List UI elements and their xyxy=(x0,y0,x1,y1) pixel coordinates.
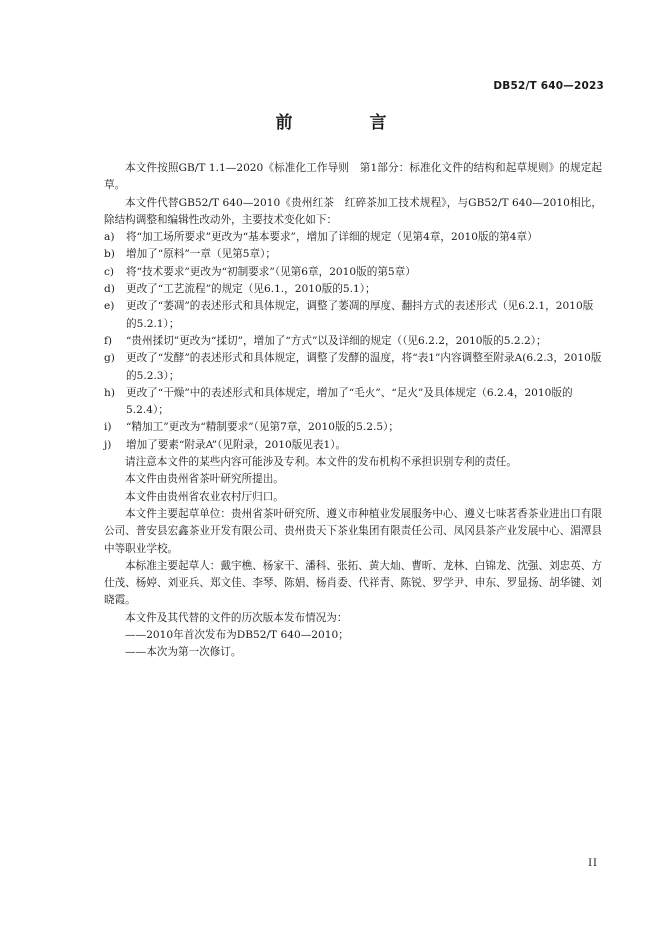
paragraph-history-intro: 本文件及其代替的文件的历次版本发布情况为： xyxy=(125,611,348,624)
list-item-label: e) xyxy=(104,300,115,313)
list-item xyxy=(104,298,602,333)
list-item xyxy=(104,437,602,454)
list-item-text: 更改了“工艺流程”的规定（见6.1.，2010版的5.1）； xyxy=(126,283,376,296)
list-item-label: i) xyxy=(104,421,112,434)
list-item xyxy=(104,333,602,350)
list-item-label: g) xyxy=(104,352,115,365)
list-item-label: a) xyxy=(104,231,115,244)
list-item-label: d) xyxy=(104,283,115,296)
list-item-text: 更改了“干燥”中的表述形式和具体规定，增加了“毛火”、“足火”及具体规定（6.2.4，2010版的5.2.4）； xyxy=(126,386,573,417)
paragraph-drafting-units: 本文件主要起草单位：贵州省茶叶研究所、遵义市种植业发展服务中心、遵义七味茗香茶业进出口有限公司、普安县宏鑫茶业开发有限公司、贵州贵天下茶业集团有限责任公司、凤冈县茶产业发展中心、湄潭县中等职业学校。 xyxy=(104,507,602,555)
page-title: 前 言 xyxy=(275,113,417,133)
paragraph-drafting-rules: 本文件按照GB/T 1.1—2020《标准化工作导则 第1部分：标准化文件的结构和起草规则》的规定起草。 xyxy=(104,162,602,192)
list-item xyxy=(104,246,602,263)
list-item-label: f) xyxy=(104,334,113,347)
standard-code: DB52/T 640—2023 xyxy=(493,80,604,92)
list-item-text: “精加工”更改为“精制要求”（见第7章，2010版的5.2.5）； xyxy=(126,421,399,434)
paragraph-administrator: 本文件由贵州省农业农村厅归口。 xyxy=(125,490,284,503)
list-item-label: b) xyxy=(104,248,115,261)
document-body xyxy=(104,160,602,662)
history-item: ——2010年首次发布为DB52/T 640—2010； xyxy=(125,629,349,642)
paragraph-patent-notice: 请注意本文件的某些内容可能涉及专利。本文件的发布机构不承担识别专利的责任。 xyxy=(125,456,517,469)
list-item-text: “贵州揉切”更改为“揉切”，增加了“方式”以及详细的规定（（见6.2.2，2010版的5.2.2）； xyxy=(126,334,547,347)
list-item-text: 增加了“原料”一章（见第5章）； xyxy=(126,248,276,261)
list-item-text: 更改了“发酵”的表述形式和具体规定，调整了发酵的温度，将“表1”内容调整至附录A(6.2.3，2010版的5.2.3）； xyxy=(126,352,602,382)
list-item xyxy=(104,281,602,298)
list-item-text: 将“加工场所要求”更改为“基本要求”，增加了详细的规定（见第4章，2010版的第4章） xyxy=(126,231,538,244)
list-item-label: h) xyxy=(104,386,115,399)
list-item xyxy=(104,385,602,420)
paragraph-proposer: 本文件由贵州省茶叶研究所提出。 xyxy=(125,473,284,486)
list-item xyxy=(104,229,602,246)
paragraph-replacement: 本文件代替GB52/T 640—2010《贵州红茶 红碎茶加工技术规程》，与GB52/T 640—2010相比，除结构调整和编辑性改动外，主要技术变化如下： xyxy=(104,196,602,226)
page-number: II xyxy=(588,858,598,869)
list-item xyxy=(104,264,602,281)
history-item: ——本次为第一次修订。 xyxy=(125,646,242,659)
list-item-label: c) xyxy=(104,265,115,278)
list-item-text: 增加了要素“附录A”（见附录，2010版见表1）。 xyxy=(126,438,347,451)
paragraph-drafters: 本标准主要起草人：戴宇樵、杨家干、潘科、张拓、黄大灿、曹昕、龙林、白锦龙、沈强、刘忠英、方仕茂、杨婷、刘亚兵、郑文佳、李琴、陈娟、杨肖委、代祥青、陈锐、罗学尹、申东、罗显扬、胡华键、刘晓霞。 xyxy=(104,559,602,607)
list-item-label: j) xyxy=(104,438,112,451)
change-list xyxy=(104,229,602,454)
list-item xyxy=(104,350,602,385)
list-item-text: 更改了“萎凋”的表述形式和具体规定，调整了萎凋的厚度、翻抖方式的表述形式（见6.2.1，2010版的5.2.1）； xyxy=(126,300,594,330)
list-item-text: 将“技术要求”更改为“初制要求”（见第6章，2010版的第5章） xyxy=(126,265,416,278)
list-item xyxy=(104,419,602,436)
